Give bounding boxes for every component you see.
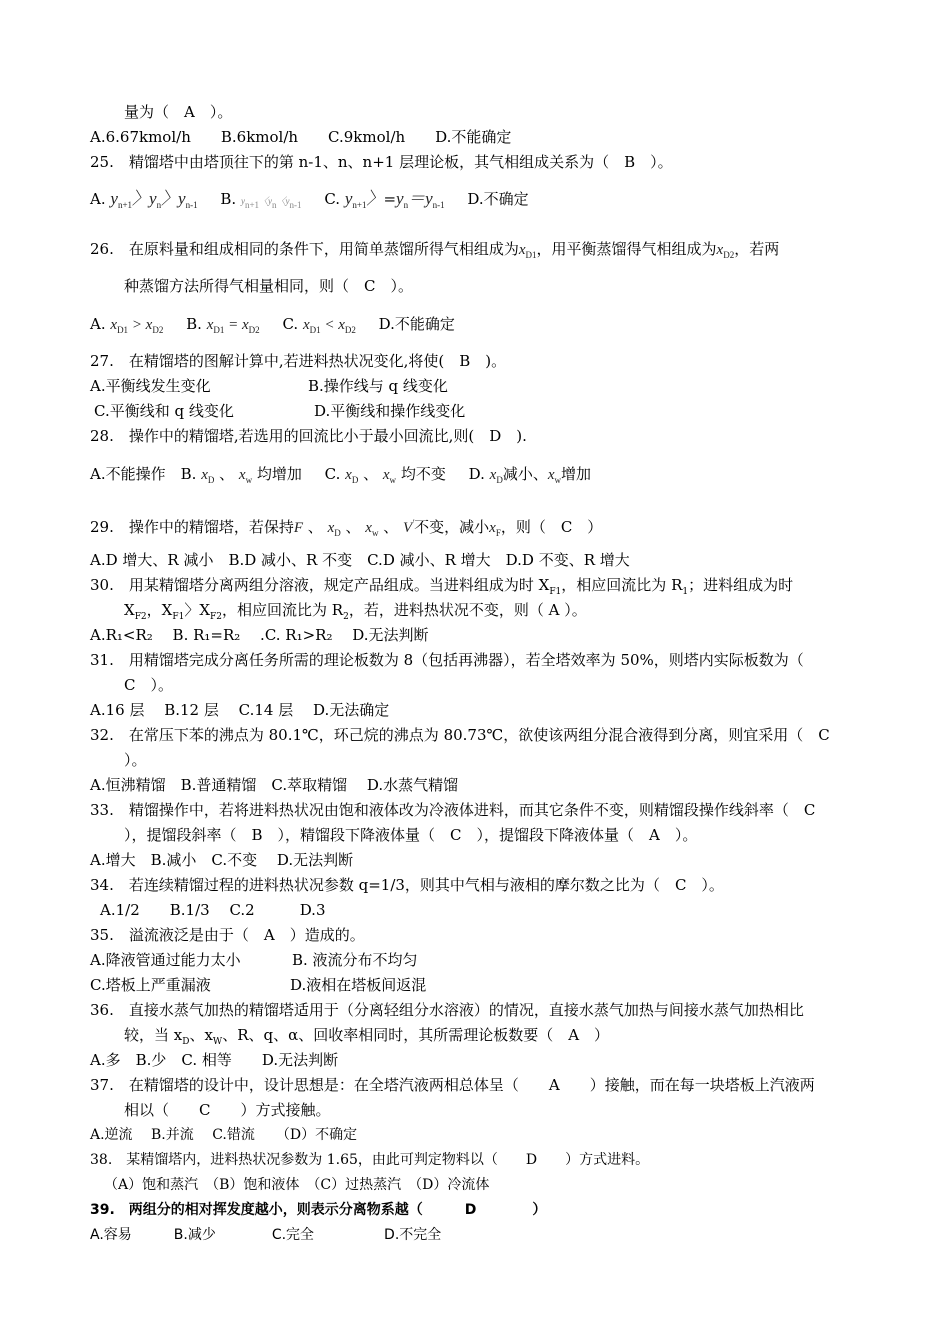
q34-stem: 34. 若连续精馏过程的进料热状况参数 q=1/3，则其中气相与液相的摩尔数之比为（ C ）。: [90, 876, 724, 894]
q29-stem: 29. 操作中的精馏塔，若保持F 、 $x_D$ 、 $x_w$ 、 V'不变，减小$x_F$，则（ C ）: [90, 518, 603, 538]
q33-options: A.增大 B.减小 C.不变 D.无法判断: [90, 851, 354, 869]
q27-option-c: C.平衡线和 q 线变化: [94, 402, 234, 420]
q35-option-c: C.塔板上严重漏液: [90, 976, 211, 994]
q34-options: A.1/2 B.1/3 C.2 D.3: [100, 901, 326, 919]
q35-option-a: A.降液管通过能力太小: [90, 951, 241, 969]
q36-stem-cont: 较，当 $x_D$、$x_W$、R、q、α、回收率相同时，其所需理论板数要（ A ）: [124, 1026, 610, 1047]
q26-stem: 26. 在原料量和组成相同的条件下，用简单蒸馏所得气相组成为$x_{D1}$，用平衡蒸馏得气相组成为$x_{D2}$，若两: [90, 240, 780, 260]
q32-options: A.恒沸精馏 B.普通精馏 C.萃取精馏 D.水蒸气精馏: [90, 776, 459, 794]
q36-options: A.多 B.少 C. 相等 D.无法判断: [90, 1051, 339, 1069]
q32-stem: 32. 在常压下苯的沸点为 80.1℃，环己烷的沸点为 80.73℃，欲使该两组分混合液得到分离，则宜采用（ C: [90, 726, 830, 744]
q30-stem-cont: $X_{F2}$，$X_{F1}$〉$X_{F2}$，相应回流比为 $R_2$，若，进料热状况不变，则（ A ）。: [124, 601, 587, 622]
q27-option-d: D.平衡线和操作线变化: [314, 402, 466, 420]
q31-options: A.16 层 B.12 层 C.14 层 D.无法确定: [90, 701, 390, 719]
q28-stem: 28. 操作中的精馏塔,若选用的回流比小于最小回流比,则( D ).: [90, 427, 527, 445]
q39-stem: 39. 两组分的相对挥发度越小，则表示分离物系越（ D ）: [90, 1202, 547, 1218]
q32-stem-cont: ）。: [124, 751, 147, 769]
q27-option-a: A.平衡线发生变化: [90, 377, 211, 395]
q35-stem: 35. 溢流液泛是由于（ A ）造成的。: [90, 926, 365, 944]
q38-options: （A）饱和蒸汽 （B）饱和液体 （C）过热蒸汽 （D）冷流体: [104, 1177, 490, 1193]
q31-stem: 31. 用精馏塔完成分离任务所需的理论板数为 8（包括再沸器），若全塔效率为 50%，则塔内实际板数为（: [90, 651, 804, 669]
q35-option-b: B. 液流分布不均匀: [292, 951, 418, 969]
q30-stem: 30. 用某精馏塔分离两组分溶液，规定产品组成。当进料组成为时 $X_{F1}$，相应回流比为 $R_1$；进料组成为时: [90, 576, 794, 597]
q24-tail: 量为（ A ）。: [124, 103, 233, 121]
q36-stem: 36. 直接水蒸气加热的精馏塔适用于（分离轻组分水溶液）的情况，直接水蒸气加热与间接水蒸气加热相比: [90, 1001, 804, 1019]
q35-option-d: D.液相在塔板间返混: [290, 976, 427, 994]
q31-stem-cont: C ）。: [124, 676, 173, 694]
q25-stem: 25. 精馏塔中由塔顶往下的第 n-1、n、n+1 层理论板，其气相组成关系为（ B ）。: [90, 153, 673, 171]
q30-options: A.R₁<R₂ B. R₁=R₂ .C. R₁>R₂ D.无法判断: [90, 626, 429, 644]
q33-stem-cont: ），提馏段斜率（ B ），精馏段下降液体量（ C ），提馏段下降液体量（ A ）。: [124, 826, 698, 844]
q38-stem: 38. 某精馏塔内，进料热状况参数为 1.65，由此可判定物料以（ D ）方式进料。: [90, 1152, 650, 1168]
q39-options: A.容易 B.减少 C.完全 D.不完全: [90, 1227, 442, 1243]
q28-options: A.不能操作 B. $x_D$ 、 $x_w$ 均增加 C. $x_D$ 、 $x_w$ 均不变 D. $x_D$减小、$x_w$增加: [90, 465, 592, 485]
q37-options: A.逆流 B.并流 C.错流 （D）不确定: [90, 1127, 358, 1143]
q29-options: A.D 增大、R 减小 B.D 减小、R 不变 C.D 减小、R 增大 D.D 不变、R 增大: [90, 551, 630, 569]
q24-options: A.6.67kmol/h B.6kmol/h C.9kmol/h D.不能确定: [90, 128, 512, 146]
q26-stem-cont: 种蒸馏方法所得气相量相同，则（ C ）。: [124, 277, 413, 295]
q37-stem: 37. 在精馏塔的设计中，设计思想是：在全塔汽液两相总体呈（ A ）接触，而在每一块塔板上汽液两: [90, 1076, 815, 1094]
q27-option-b: B.操作线与 q 线变化: [308, 377, 448, 395]
q27-stem: 27. 在精馏塔的图解计算中,若进料热状况变化,将使( B )。: [90, 352, 507, 370]
q37-stem-cont: 相以（ C ）方式接触。: [124, 1101, 331, 1119]
q25-options: A. $y_{n+1}$〉$y_n$〉$y_{n-1}$ B. yn+1〈yn〈yn-1 C. $y_{n+1}$〉$=y_n=y_{n-1}$ D.不确定: [90, 189, 529, 210]
q33-stem: 33. 精馏操作中，若将进料热状况由饱和液体改为冷液体进料，而其它条件不变，则精馏段操作线斜率（ C: [90, 801, 816, 819]
q26-options: A. $x_{D1} > x_{D2}$ B. $x_{D1} = x_{D2}$ C. $x_{D1} < x_{D2}$ D.不能确定: [90, 315, 455, 335]
